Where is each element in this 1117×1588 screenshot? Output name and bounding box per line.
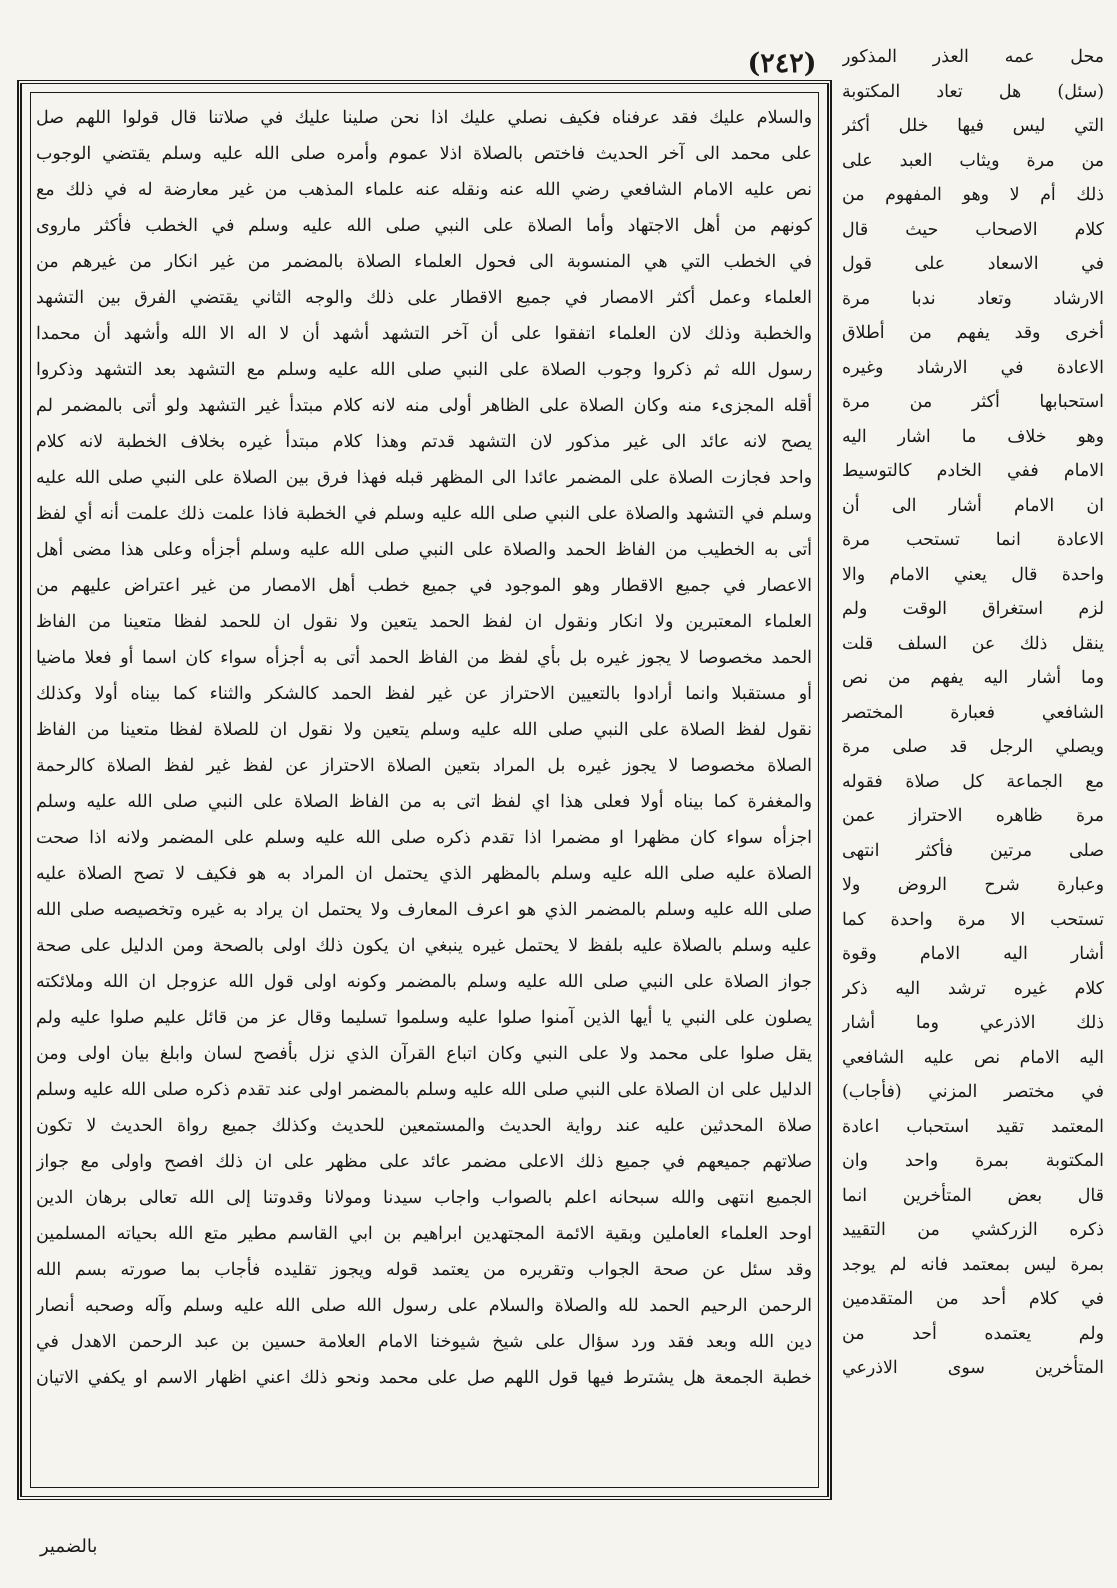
- main-text-line: الصلاة عليه صلى الله عليه وسلم بالمظهر الذي يحتمل ان المراد به هو فكيف لا تصح الصلاة عليه: [36, 864, 812, 884]
- main-text-line: الحمد مخصوصا لا يجوز غيره بل بأي لفظ من الفاظ الحمد أتى به أجزأه سواء كان اسما أو فعلا ماضيا: [36, 648, 812, 668]
- main-text-column: [36, 100, 812, 1480]
- margin-text-line: بمرة ليس بمعتمد فانه لم يوجد: [842, 1254, 1104, 1275]
- margin-text-line: مع الجماعة كل صلاة فقوله: [842, 771, 1104, 792]
- margin-text-line: صلى مرتين فأكثر انتهى: [842, 840, 1104, 861]
- main-text-line: صلى الله عليه وسلم بالمضمر الذي هو اعرف المعارف ولا يحتمل ان يراد به غيره وتخصيصه صلى الله: [36, 900, 812, 920]
- main-text-line: اوحد العلماء العاملين وبقية الائمة المجتهدين ابراهيم بن ابي القاسم مطير متع الله بحياته المسلمين: [36, 1224, 812, 1244]
- margin-text-line: اليه الامام نص عليه الشافعي: [842, 1047, 1104, 1068]
- margin-text-line: واحدة قال يعني الامام والا: [842, 564, 1104, 585]
- page-number: (٢٤٢): [747, 48, 817, 79]
- main-text-line: الدليل على ان الصلاة على النبي صلى الله عليه وسلم بالمضمر اولى عند تقدم ذكره صلى الله عليه وسلم: [36, 1080, 812, 1100]
- main-text-line: أو مستقبلا وانما أرادوا بالتعيين الاحتراز عن غير لفظ الحمد كالشكر والثناء كما بيناه أولا وكذلك: [36, 684, 812, 704]
- main-text-line: نص عليه الامام الشافعي رضي الله عنه ونقله عنه علماء المذهب من غير معارضة له في ذلك مع: [36, 180, 812, 200]
- main-text-line: واحد فجازت الصلاة على المضمر عائدا الى المظهر قبله فهذا فرق بين الصلاة على النبي صلى الله عليه: [36, 468, 812, 488]
- margin-text-line: من مرة ويثاب العبد على: [842, 150, 1104, 171]
- main-text-line: والخطبة وذلك لان العلماء اتفقوا على أن آخر التشهد أشهد أن لا اله الا الله وأشهد أن محمدا: [36, 324, 812, 344]
- margin-text-line: الامام ففي الخادم كالتوسيط: [842, 461, 1104, 481]
- margin-text-line: التي ليس فيها خلل أكثر: [842, 116, 1104, 136]
- main-text-line: صلاة المحدثين عليه عند رواية الحديث والمستمعين للحديث وكذلك جميع رواة الحديث لا تكون: [36, 1116, 812, 1136]
- main-text-line: نقول لفظ الصلاة على النبي صلى الله عليه وسلم يتعين ولا نقول ان للصلاة لفظا متعينا من الفاظ: [36, 720, 812, 740]
- margin-text-line: تستحب الا مرة واحدة كما: [842, 909, 1104, 930]
- margin-text-line: الارشاد وتعاد ندبا مرة: [842, 288, 1104, 309]
- margin-text-line: ذكره الزركشي من التقييد: [842, 1220, 1104, 1240]
- main-text-line: عليه وسلم بالصلاة عليه بلفظ لا يحتمل غيره ينبغي ان يكون ذلك اولى بالصحة ومن الدليل على صحة: [36, 936, 812, 956]
- main-text-line: الاعصار في جميع الاقطار وهو الموجود في جميع خطب أهل الامصار من غير اعتراض عليهم من: [36, 576, 812, 596]
- main-text-line: الرحمن الرحيم الحمد لله والصلاة والسلام على رسول الله صلى الله عليه وسلم وآله وصحبه أنصار: [36, 1296, 812, 1316]
- margin-text-line: وما أشار اليه يفهم من نص: [842, 668, 1104, 688]
- main-text-line: والسلام عليك فقد عرفناه فكيف نصلي عليك اذا نحن صلينا عليك في صلاتنا قال قولوا اللهم صل: [36, 108, 812, 128]
- main-text-line: والمغفرة كما بيناه أولا فعلى هذا اي لفظ اتى به من الفاظ الصلاة على النبي صلى الله عليه وسلم: [36, 792, 812, 812]
- margin-text-line: قال بعض المتأخرين انما: [842, 1185, 1104, 1206]
- margin-text-line: ذلك الاذرعي وما أشار: [842, 1013, 1104, 1033]
- main-text-line: في الخطب التي هي المنسوبة الى فحول العلماء الصلاة بالمضمر من غير انكار من غيرهم من: [36, 252, 812, 272]
- margin-text-line: ولم يعتمده أحد من: [842, 1323, 1104, 1344]
- margin-text-line: في مختصر المزني (فأجاب): [842, 1082, 1104, 1102]
- main-text-line: العلماء المعتبرين ولا انكار ونقول ان لفظ الحمد يتعين ولا نقول ان للحمد لفظا متعينا من الفاظ: [36, 612, 812, 632]
- main-text-line: الجميع انتهى والله سبحانه اعلم بالصواب واجاب سيدنا ومولانا وقدوتنا إلى الله تعالى برهان الدين: [36, 1188, 812, 1208]
- main-text-line: خطبة الجمعة هل يشترط فيها قول اللهم صل على محمد ونحو ذلك اعني اظهار الاسم او يكفي الاتيان: [36, 1368, 812, 1388]
- margin-text-line: وهو خلاف ما اشار اليه: [842, 426, 1104, 447]
- margin-text-line: في الاسعاد على قول: [842, 254, 1104, 274]
- margin-text-line: الاعادة انما تستحب مرة: [842, 530, 1104, 550]
- margin-text-line: محل عمه العذر المذكور: [842, 47, 1104, 67]
- main-text-line: على محمد الى آخر الحديث فاختص بالصلاة اذلا عموم وأمره صلى الله عليه وسلم يقتضي الوجوب: [36, 144, 812, 164]
- margin-text-line: ينقل ذلك عن السلف قلت: [842, 633, 1104, 654]
- margin-text-line: المكتوبة بمرة واحد وان: [842, 1151, 1104, 1171]
- margin-text-line: كلام غيره ترشد اليه ذكر: [842, 978, 1104, 999]
- margin-text-line: أشار اليه الامام وقوة: [842, 944, 1104, 964]
- main-text-line: العلماء وعمل أكثر الامصار في جميع الاقطار على ذلك والوجه الثاني يقتضي الفرق بين التشهد: [36, 288, 812, 308]
- margin-text-line: ذلك أم لا وهو المفهوم من: [842, 185, 1104, 205]
- margin-text-line: وعبارة شرح الروض ولا: [842, 875, 1104, 895]
- main-text-line: وقد سئل عن صحة الجواب وتقريره من يعتمد قوله ويجوز تقليده فأجاب بما صورته بسم الله: [36, 1260, 812, 1280]
- margin-text-line: ويصلي الرجل قد صلى مرة: [842, 737, 1104, 757]
- main-text-line: كونهم من أهل الاجتهاد وأما الصلاة على النبي صلى الله عليه وسلم في الخطب فأكثر ماروى: [36, 216, 812, 236]
- main-text-line: أقله المجزىء منه وكان الصلاة على الظاهر أولى منه لانه كلام مبتدأ غير التشهد ولو أتى بالمضمر لم: [36, 396, 812, 416]
- main-text-line: يصلون على النبي يا أيها الذين آمنوا صلوا عليه وسلموا تسليما وقال عز من قائل عليم صلوا عليه ولم: [36, 1008, 812, 1028]
- main-text-line: صلاتهم جميعهم في جميع ذلك الاعلى مضمر عائد على مظهر على ان ذلك افصح واولى مع جواز: [36, 1152, 812, 1172]
- margin-text-line: في كلام أحد من المتقدمين: [842, 1289, 1104, 1309]
- main-text-line: دين الله وبعد فقد ورد سؤال على شيخ شيوخنا الامام العلامة حسين بن عبد الرحمن الاهدل في: [36, 1332, 812, 1352]
- margin-text-line: الشافعي فعبارة المختصر: [842, 702, 1104, 723]
- main-text-line: يقل صلوا على محمد ولا على النبي وكان اتباع القرآن الذي نزل بأفصح لسان وابلغ بيان اولى ومن: [36, 1044, 812, 1064]
- margin-text-line: ان الامام أشار الى أن: [842, 495, 1104, 516]
- main-text-line: رسول الله ثم ذكروا وجوب الصلاة على النبي صلى الله عليه وسلم مع التشهد بعد التشهد وذكروا: [36, 360, 812, 380]
- margin-text-line: كلام الاصحاب حيث قال: [842, 219, 1104, 240]
- main-text-line: يصح لانه عائد الى غير مذكور لان التشهد قدتم وهذا كلام مبتدأ غيره بخلاف الخطبة لانه كلام: [36, 432, 812, 452]
- margin-text-line: المعتمد تقيد استحباب اعادة: [842, 1116, 1104, 1137]
- margin-text-line: الاعادة في الارشاد وغيره: [842, 357, 1104, 378]
- margin-text-line: أخرى وقد يفهم من أطلاق: [842, 323, 1104, 343]
- catchword: بالضمير: [40, 1536, 98, 1557]
- margin-text-line: استحبابها أكثر من مرة: [842, 392, 1104, 412]
- main-text-line: جواز الصلاة على النبي صلى الله عليه وسلم بالمضمر وكونه اولى قول الله عزوجل ان الله وملائكته: [36, 972, 812, 992]
- main-text-line: الصلاة مخصوصا لا يجوز غيره بل المراد بتعين الصلاة الاحتراز عن لفظ غير لفظ الصلاة كالرحمة: [36, 756, 812, 776]
- margin-text-line: المتأخرين سوى الاذرعي: [842, 1358, 1104, 1378]
- main-text-line: أتى به الخطيب من الفاظ الحمد والصلاة على النبي صلى الله عليه وسلم أجزأه وعلى هذا مضى أهل: [36, 540, 812, 560]
- main-text-line: وسلم في التشهد والصلاة على النبي صلى الله عليه وسلم في الخطبة فاذا علمت ذلك علمت أنه أي لفظ: [36, 504, 812, 524]
- margin-text-line: (سئل) هل تعاد المكتوبة: [842, 81, 1104, 102]
- margin-commentary-column: [842, 40, 1104, 1510]
- margin-text-line: مرة ظاهره الاحتراز عمن: [842, 806, 1104, 826]
- main-text-line: اجزأه سواء كان مظهرا او مضمرا اذا تقدم ذكره صلى الله عليه وسلم على المضمر ولانه اذا صحت: [36, 828, 812, 848]
- margin-text-line: لزم استغراق الوقت ولم: [842, 599, 1104, 619]
